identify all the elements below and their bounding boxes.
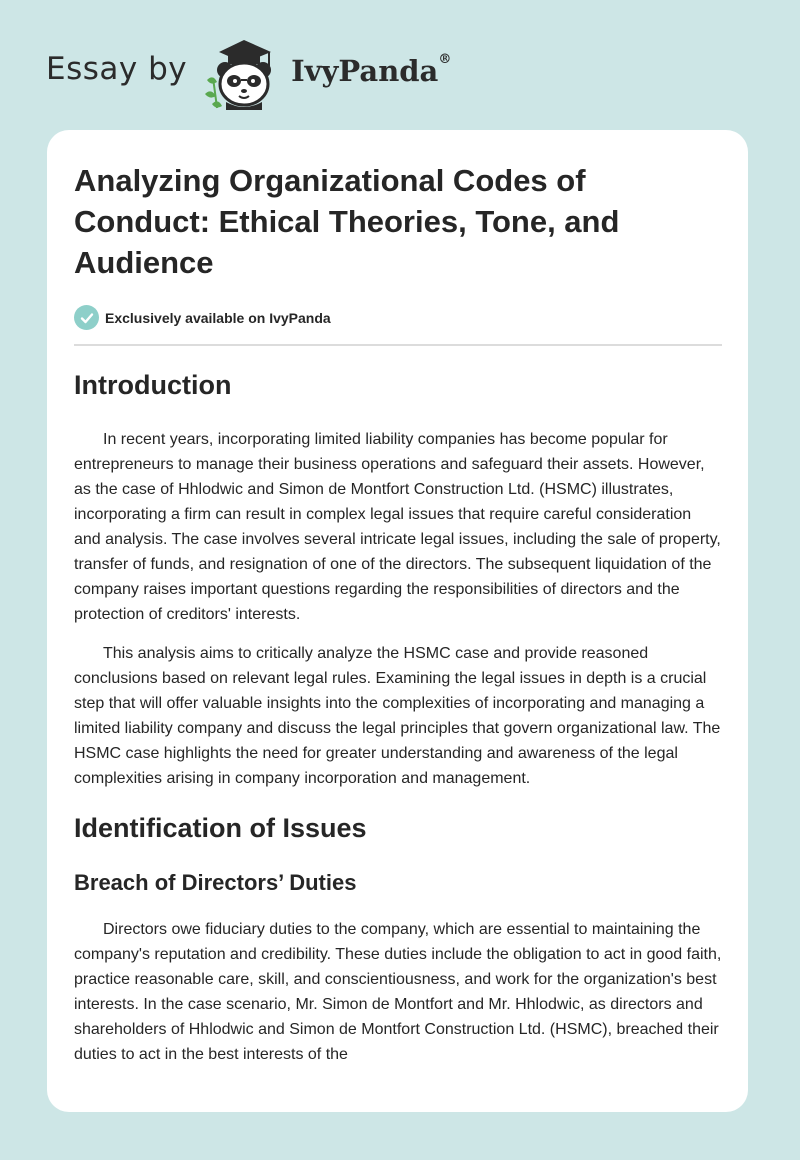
essay-by-label: Essay by	[46, 51, 188, 87]
paragraph: In recent years, incorporating limited liability companies has become popular for entrepreneurs to manage their business operations and safeguard their assets. However, as the case of Hhlodwic and Simon de Montfort Construction Ltd. (HSMC) illustrates, incorporating a firm can result in complex legal issues that require careful consideration and analysis. The case involves several intricate legal issues, including the sale of property, transfer of funds, and resignation of one of the directors. The subsequent liquidation of the company raises important questions regarding the responsibilities of directors and the protection of creditors' interests.	[74, 431, 721, 623]
paragraph: This analysis aims to critically analyze the HSMC case and provide reasoned conclusions based on relevant legal rules. Examining the legal issues in depth is a crucial step that will offer valuable insights into the complexities of incorporating and managing a limited liability company and discuss the legal principles that govern organizational law. The HSMC case highlights the need for greater understanding and awareness of the legal complexities arising in company incorporation and management.	[74, 645, 721, 787]
divider	[74, 344, 722, 346]
brand-name: IvyPanda®	[291, 52, 452, 88]
site-header	[46, 34, 451, 110]
exclusive-badge-label: Exclusively available on IvyPanda	[105, 309, 331, 326]
paragraph: Directors owe fiduciary duties to the company, which are essential to maintaining the company's reputation and credibility. These duties include the obligation to act in good faith, practice reasonable care, skill, and conscientiousness, and work for the organization's best interests. In the case scenario, Mr. Simon de Montfort and Mr. Hhlodwic, as directors and shareholders of Hhlodwic and Simon de Montfort Construction Ltd. (HSMC), breached their duties to act in the best interests of the	[74, 921, 722, 1063]
ivypanda-logo-icon	[201, 34, 287, 110]
essay-card	[47, 130, 748, 1112]
subheading-breach-of-directors-duties: Breach of Directors’ Duties	[74, 870, 357, 895]
exclusive-badge	[74, 305, 722, 330]
check-icon	[74, 305, 99, 330]
heading-introduction: Introduction	[74, 370, 232, 400]
heading-identification-of-issues: Identification of Issues	[74, 813, 367, 843]
essay-title: Analyzing Organizational Codes of Conduct: Ethical Theories, Tone, and Audience	[74, 163, 620, 280]
